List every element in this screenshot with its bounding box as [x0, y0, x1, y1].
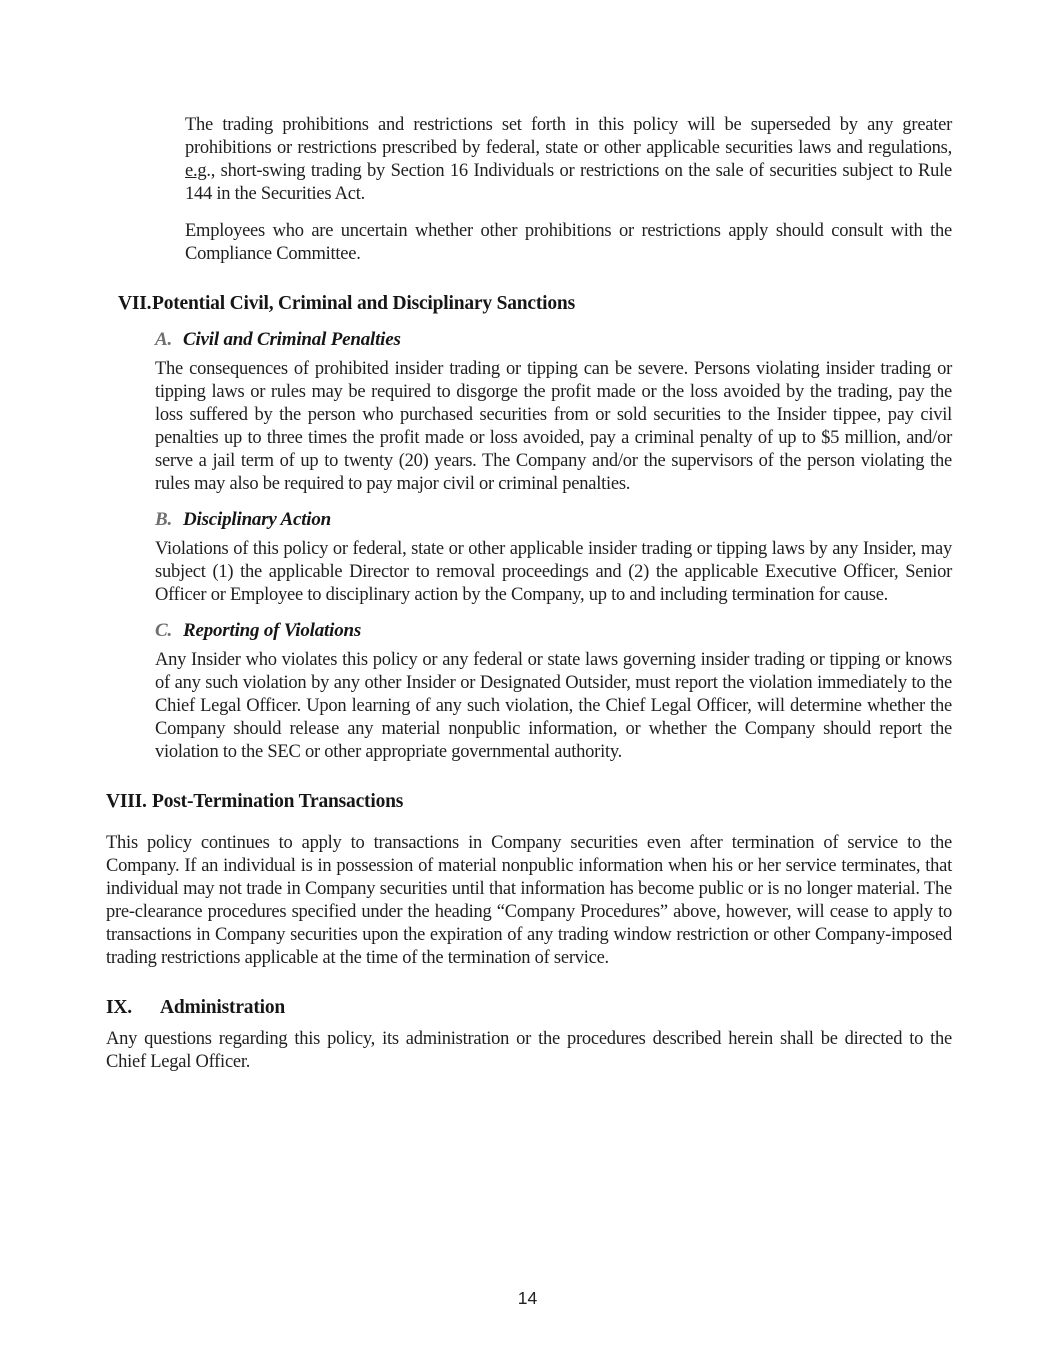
subsection-body-a: The consequences of prohibited insider trading or tipping can be severe. Persons violating insider trading or tipping laws or rules may be required to disgorge the profit made or the loss avoided by the trading, pay the loss suffered by the person who purchased securities from or sold securities to the Insider tippee, pay civil penalties up to three times the profit made or loss avoided, pay a criminal penalty of up to $5 million, and/or serve a jail term of up to twenty (20) years. The Company and/or the supervisors of the person violating the rules may also be required to pay major civil or criminal penalties.	[155, 359, 952, 494]
subsection-a	[155, 328, 952, 496]
subsection-title-b: Disciplinary Action	[183, 509, 332, 530]
section-heading-viii	[106, 790, 952, 814]
subsection-b	[155, 508, 952, 607]
subsection-title-c: Reporting of Violations	[183, 620, 362, 641]
subsection-body-b: Violations of this policy or federal, state or other applicable insider trading or tipping laws by any Insider, may subject (1) the applicable Director to removal proceedings and (2) the applicable Executive Officer, Senior Officer or Employee to disciplinary action by the Company, up to and including termination for cause.	[155, 539, 952, 605]
section-heading-vii	[106, 292, 952, 316]
section-body-viii: This policy continues to apply to transactions in Company securities even after termination of service to the Company. If an individual is in possession of material nonpublic information when his or her service terminates, that individual may not trade in Company securities until that information has become public or is no longer material. The pre-clearance procedures specified under the heading “Company Procedures” above, however, will cease to apply to transactions in Company securities upon the expiration of any trading window restriction or other Company-imposed trading restrictions applicable at the time of the termination of service.	[106, 833, 952, 968]
section-title-viii: Post-Termination Transactions	[152, 791, 404, 812]
eg-underlined-text: e.g	[185, 161, 207, 181]
subsection-title-a: Civil and Criminal Penalties	[183, 329, 401, 350]
subsection-letter-c: C.	[155, 620, 173, 641]
section-number-vii: VII.	[118, 293, 152, 314]
subsection-letter-b: B.	[155, 509, 173, 530]
subsection-letter-a: A.	[155, 329, 173, 350]
section-heading-ix	[106, 996, 952, 1020]
subsection-body-c: Any Insider who violates this policy or any federal or state laws governing insider trading or tipping or knows of any such violation by any other Insider or Designated Outsider, must report the violation immediately to the Chief Legal Officer. Upon learning of any such violation, the Chief Legal Officer, will determine whether the Company should release any material nonpublic information, or whether the Company should report the violation to the SEC or other appropriate governmental authority.	[155, 650, 952, 762]
intro-paragraph-1-before: The trading prohibitions and restrictions set forth in this policy will be superseded by any greater prohibitions or restrictions prescribed by federal, state or other applicable securities laws and regulations,	[185, 115, 952, 158]
page-number: 14	[517, 1288, 538, 1308]
section-number-ix: IX.	[106, 997, 132, 1018]
intro-paragraph-1	[185, 114, 952, 206]
subsection-heading-c	[155, 619, 952, 643]
intro-paragraph-2: Employees who are uncertain whether other prohibitions or restrictions apply should consult with the Compliance Committee.	[185, 221, 952, 264]
section-title-ix: Administration	[160, 997, 286, 1018]
subsection-heading-a	[155, 328, 952, 352]
section-number-viii: VIII.	[106, 791, 147, 812]
subsection-heading-b	[155, 508, 952, 532]
intro-paragraph-1-after: ., short-swing trading by Section 16 Individuals or restrictions on the sale of securities subject to Rule 144 in the Securities Act.	[185, 161, 952, 204]
section-title-vii: Potential Civil, Criminal and Disciplinary Sanctions	[152, 293, 575, 314]
section-body-ix: Any questions regarding this policy, its administration or the procedures described herein shall be directed to the Chief Legal Officer.	[106, 1029, 952, 1072]
intro-section	[106, 114, 952, 266]
subsection-c	[155, 619, 952, 764]
